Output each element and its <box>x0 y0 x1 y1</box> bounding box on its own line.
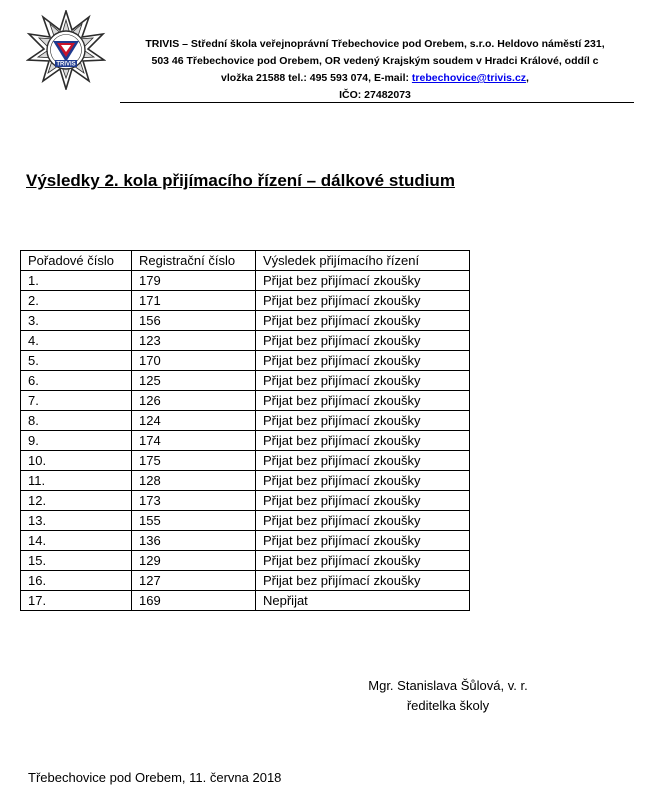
order-cell: 9. <box>21 431 132 451</box>
registration-cell: 173 <box>132 491 256 511</box>
result-cell: Přijat bez přijímací zkoušky <box>256 551 470 571</box>
order-cell: 12. <box>21 491 132 511</box>
document-title: Výsledky 2. kola přijímacího řízení – dálkové studium <box>26 171 455 190</box>
table-row <box>21 551 470 571</box>
order-cell: 13. <box>21 511 132 531</box>
signature-role: ředitelka školy <box>406 698 490 713</box>
school-logo <box>26 10 106 90</box>
order-cell: 1. <box>21 271 132 291</box>
header-line-3-prefix: vložka 21588 tel.: 495 593 074, E-mail: <box>221 72 412 84</box>
header-line-3-suffix: , <box>526 72 529 84</box>
order-cell: 5. <box>21 351 132 371</box>
result-cell: Přijat bez přijímací zkoušky <box>256 431 470 451</box>
place-and-date: Třebechovice pod Orebem, 11. června 2018 <box>28 770 282 785</box>
header-line-3 <box>112 70 638 87</box>
logo-text: TRIVIS <box>56 61 76 68</box>
registration-cell: 171 <box>132 291 256 311</box>
trivis-star-emblem-icon <box>26 10 106 90</box>
order-cell: 16. <box>21 571 132 591</box>
result-cell: Přijat bez přijímací zkoušky <box>256 491 470 511</box>
table-row <box>21 491 470 511</box>
registration-cell: 179 <box>132 271 256 291</box>
registration-cell: 174 <box>132 431 256 451</box>
order-cell: 7. <box>21 391 132 411</box>
order-cell: 15. <box>21 551 132 571</box>
table-row <box>21 531 470 551</box>
registration-cell: 125 <box>132 371 256 391</box>
header-line-2: 503 46 Třebechovice pod Orebem, OR vedený Krajským soudem v Hradci Králové, oddíl c <box>151 55 599 67</box>
header-line-4: IČO: 27482073 <box>339 89 411 101</box>
header-line-1: TRIVIS – Střední škola veřejnoprávní Třebechovice pod Orebem, s.r.o. Heldovo náměstí 231, <box>145 38 605 50</box>
results-table-body <box>21 271 470 611</box>
order-cell: 2. <box>21 291 132 311</box>
result-cell: Přijat bez přijímací zkoušky <box>256 391 470 411</box>
result-cell: Přijat bez přijímací zkoušky <box>256 371 470 391</box>
result-cell: Přijat bez přijímací zkoušky <box>256 311 470 331</box>
table-row <box>21 471 470 491</box>
order-cell: 8. <box>21 411 132 431</box>
registration-cell: 124 <box>132 411 256 431</box>
signature-block <box>348 676 548 716</box>
registration-cell: 136 <box>132 531 256 551</box>
header-divider <box>120 102 634 103</box>
table-row <box>21 371 470 391</box>
table-row <box>21 351 470 371</box>
table-row <box>21 291 470 311</box>
table-header-row <box>21 251 470 271</box>
result-cell: Přijat bez přijímací zkoušky <box>256 451 470 471</box>
result-cell: Přijat bez přijímací zkoušky <box>256 471 470 491</box>
results-table <box>20 250 470 611</box>
registration-cell: 128 <box>132 471 256 491</box>
result-cell: Přijat bez přijímací zkoušky <box>256 571 470 591</box>
result-cell: Přijat bez přijímací zkoušky <box>256 271 470 291</box>
registration-cell: 155 <box>132 511 256 531</box>
school-header <box>112 36 638 104</box>
column-header-registration: Registrační číslo <box>132 251 256 271</box>
result-cell: Přijat bez přijímací zkoušky <box>256 531 470 551</box>
result-cell: Přijat bez přijímací zkoušky <box>256 291 470 311</box>
registration-cell: 169 <box>132 591 256 611</box>
table-row <box>21 311 470 331</box>
table-row <box>21 431 470 451</box>
result-cell: Přijat bez přijímací zkoušky <box>256 411 470 431</box>
email-link[interactable]: trebechovice@trivis.cz <box>411 72 527 84</box>
table-row <box>21 571 470 591</box>
registration-cell: 126 <box>132 391 256 411</box>
table-row <box>21 511 470 531</box>
order-cell: 11. <box>21 471 132 491</box>
registration-cell: 170 <box>132 351 256 371</box>
registration-cell: 175 <box>132 451 256 471</box>
registration-cell: 129 <box>132 551 256 571</box>
signature-name: Mgr. Stanislava Šůlová, v. r. <box>368 678 528 693</box>
table-row <box>21 411 470 431</box>
registration-cell: 127 <box>132 571 256 591</box>
result-cell: Přijat bez přijímací zkoušky <box>256 511 470 531</box>
result-cell: Nepřijat <box>256 591 470 611</box>
order-cell: 4. <box>21 331 132 351</box>
table-row <box>21 591 470 611</box>
table-row <box>21 391 470 411</box>
order-cell: 10. <box>21 451 132 471</box>
order-cell: 14. <box>21 531 132 551</box>
registration-cell: 123 <box>132 331 256 351</box>
table-row <box>21 271 470 291</box>
order-cell: 17. <box>21 591 132 611</box>
column-header-result: Výsledek přijímacího řízení <box>256 251 470 271</box>
order-cell: 3. <box>21 311 132 331</box>
table-row <box>21 331 470 351</box>
table-row <box>21 451 470 471</box>
column-header-order: Pořadové číslo <box>21 251 132 271</box>
registration-cell: 156 <box>132 311 256 331</box>
result-cell: Přijat bez přijímací zkoušky <box>256 351 470 371</box>
result-cell: Přijat bez přijímací zkoušky <box>256 331 470 351</box>
order-cell: 6. <box>21 371 132 391</box>
